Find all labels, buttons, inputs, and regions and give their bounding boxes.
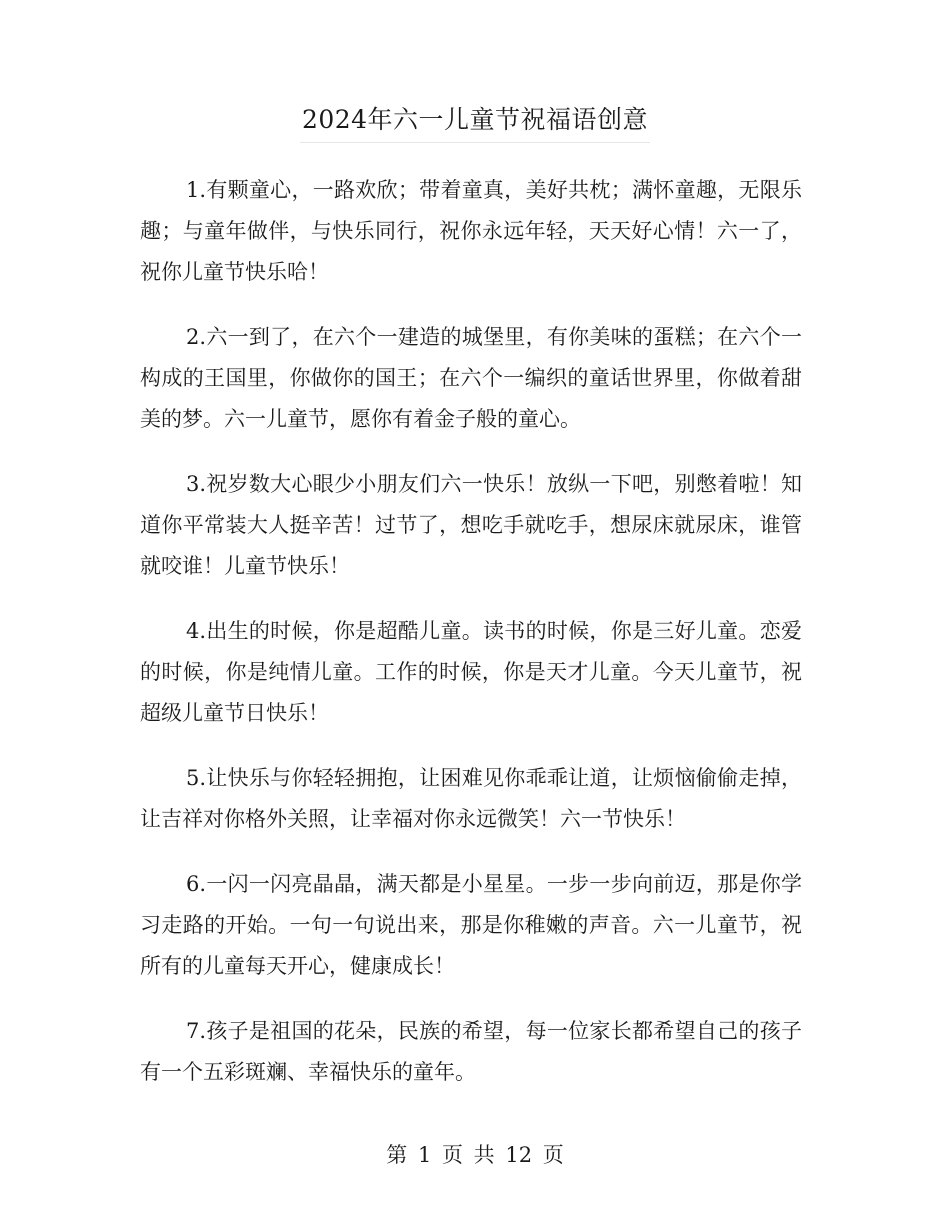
paragraph-2: 2.六一到了，在六个一建造的城堡里，有你美味的蛋糕；在六个一构成的王国里，你做你的国王；在六个一编织的童话世界里，你做着甜美的梦。六一儿童节，愿你有着金子般的童心。 [140,325,802,431]
paragraph-3: 3.祝岁数大心眼少小朋友们六一快乐！放纵一下吧，别憋着啦！知道你平常装大人挺辛苦！过节了，想吃手就吃手，想尿床就尿床，谁管就咬谁！儿童节快乐！ [140,472,802,578]
paragraph-4: 4.出生的时候，你是超酷儿童。读书的时候，你是三好儿童。恋爱的时候，你是纯情儿童。工作的时候，你是天才儿童。今天儿童节，祝超级儿童节日快乐！ [140,619,802,725]
document-body [140,170,802,1117]
title-container [0,100,950,143]
paragraph-6: 6.一闪一闪亮晶晶，满天都是小星星。一步一步向前迈，那是你学习走路的开始。一句一句说出来，那是你稚嫩的声音。六一儿童节，祝所有的儿童每天开心，健康成长！ [140,872,802,978]
page-footer: 第 1 页 共 12 页 [386,1143,564,1167]
paragraph-1: 1.有颗童心，一路欢欣；带着童真，美好共枕；满怀童趣，无限乐趣；与童年做伴，与快乐同行，祝你永远年轻，天天好心情！六一了，祝你儿童节快乐哈！ [140,178,802,284]
paragraph-5: 5.让快乐与你轻轻拥抱，让困难见你乖乖让道，让烦恼偷偷走掉，让吉祥对你格外关照，让幸福对你永远微笑！六一节快乐！ [140,766,802,831]
document-title: 2024年六一儿童节祝福语创意 [300,100,650,143]
paragraph-7: 7.孩子是祖国的花朵，民族的希望，每一位家长都希望自己的孩子有一个五彩斑斓、幸福快乐的童年。 [140,1019,802,1084]
